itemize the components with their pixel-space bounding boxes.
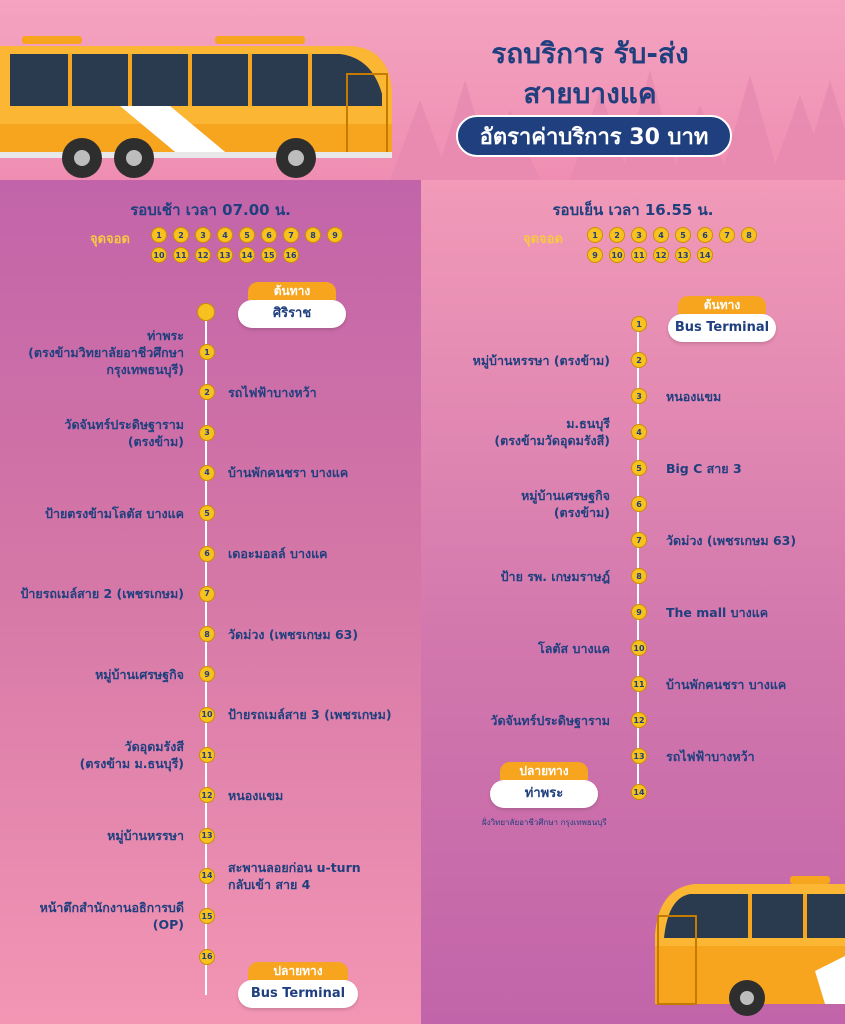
origin-label: ต้นทาง — [678, 296, 766, 314]
stop-marker: 14 — [199, 868, 215, 884]
stop-number-dot: 5 — [239, 227, 255, 243]
stop-name: เดอะมอลล์ บางแค — [228, 546, 328, 561]
stop-number-dot: 3 — [631, 227, 647, 243]
stop-number-dot: 16 — [283, 247, 299, 263]
fare-badge: อัตราค่าบริการ 30 บาท — [456, 115, 732, 157]
stop-name: ม.ธนบุรี (ตรงข้ามวัดอุดมรังสี) — [494, 416, 610, 448]
stop-number-dot: 15 — [261, 247, 277, 263]
stop-marker: 7 — [631, 532, 647, 548]
stop-name: ป้ายรถเมล์สาย 2 (เพชรเกษม) — [20, 586, 184, 602]
stop-marker: 1 — [631, 316, 647, 332]
dest-note: ฝั่งวิทยาลัยอาชีวศึกษา กรุงเทพธนบุรี — [482, 818, 607, 827]
evening-title: รอบเย็น เวลา 16.55 น. — [552, 201, 714, 219]
stop-name: หนองแขม — [666, 388, 722, 404]
morning-dest-tag — [238, 962, 358, 1008]
stop-number-dot: 14 — [239, 247, 255, 263]
bus-illustration-top — [0, 34, 400, 180]
stop-name: บ้านพักคนชรา บางแค — [228, 465, 349, 481]
stop-marker: 2 — [199, 384, 215, 400]
stop-marker: 8 — [631, 568, 647, 584]
stop-name: รถไฟฟ้าบางหว้า — [228, 384, 317, 400]
evening-stops-label: จุดจอด — [523, 232, 563, 247]
stop-marker: 7 — [199, 586, 215, 602]
stop-number-dot: 12 — [195, 247, 211, 263]
stop-marker: 13 — [199, 828, 215, 844]
stop-name: Big C สาย 3 — [666, 460, 742, 476]
evening-origin-tag — [668, 296, 776, 342]
stop-number-dot: 6 — [697, 227, 713, 243]
stop-marker: 1 — [199, 344, 215, 360]
stop-marker: 9 — [199, 666, 215, 682]
stop-marker: 4 — [631, 424, 647, 440]
stop-number-dot: 2 — [173, 227, 189, 243]
stop-number-dot: 11 — [173, 247, 189, 263]
stop-name: ป้ายรถเมล์สาย 3 (เพชรเกษม) — [228, 707, 392, 723]
stop-number-dot: 13 — [675, 247, 691, 263]
stop-marker: 10 — [631, 640, 647, 656]
stop-marker: 11 — [631, 676, 647, 692]
stop-number-dot: 13 — [217, 247, 233, 263]
stop-number-dot: 11 — [631, 247, 647, 263]
stop-marker: 5 — [199, 505, 215, 521]
morning-title: รอบเช้า เวลา 07.00 น. — [130, 201, 291, 219]
stop-number-dot: 10 — [609, 247, 625, 263]
stop-name: วัดจันทร์ประดิษฐาราม — [490, 712, 610, 728]
dest-label: ปลายทาง — [500, 762, 588, 780]
origin-label: ต้นทาง — [248, 282, 336, 300]
stop-marker: 11 — [199, 747, 215, 763]
morning-route-line — [205, 310, 207, 995]
stop-number-dot: 1 — [587, 227, 603, 243]
stop-marker: 16 — [199, 949, 215, 965]
stop-number-dot: 9 — [587, 247, 603, 263]
bus-illustration-bottom — [650, 876, 845, 1024]
stop-name: หมู่บ้านเศรษฐกิจ (ตรงข้าม) — [521, 488, 610, 520]
stop-name: วัดอุดมรังสี (ตรงข้าม ม.ธนบุรี) — [79, 739, 184, 771]
stop-marker: 6 — [631, 496, 647, 512]
evening-dest-tag — [490, 762, 598, 808]
stop-name: สะพานลอยก่อน u-turn กลับเข้า สาย 4 — [228, 859, 361, 892]
morning-origin-dot — [197, 303, 215, 321]
stop-number-dot: 8 — [305, 227, 321, 243]
stop-name: หนองแขม — [228, 787, 284, 803]
header-banner — [0, 0, 845, 180]
origin-name: ศิริราช — [238, 300, 346, 328]
stop-marker: 15 — [199, 908, 215, 924]
stop-number-dot: 1 — [151, 227, 167, 243]
stop-marker: 10 — [199, 707, 215, 723]
stop-marker: 5 — [631, 460, 647, 476]
stop-number-dot: 9 — [327, 227, 343, 243]
stop-marker: 8 — [199, 626, 215, 642]
stop-number-dot: 7 — [283, 227, 299, 243]
stop-name: หมู่บ้านหรรษา — [107, 828, 184, 844]
stop-number-dot: 14 — [697, 247, 713, 263]
stop-number-dot: 5 — [675, 227, 691, 243]
stop-name: วัดม่วง (เพชรเกษม 63) — [228, 626, 359, 642]
stop-name: ท่าพระ (ตรงข้ามวิทยาลัยอาชีวศึกษา กรุงเทพธนบุรี) — [28, 327, 184, 377]
stop-number-dot: 2 — [609, 227, 625, 243]
stop-name: โลตัส บางแค — [538, 640, 610, 656]
stop-marker: 3 — [631, 388, 647, 404]
stop-marker: 4 — [199, 465, 215, 481]
stop-number-dot: 7 — [719, 227, 735, 243]
origin-name: Bus Terminal — [668, 314, 776, 342]
stop-name: The mall บางแค — [666, 604, 769, 620]
dest-name: Bus Terminal — [238, 980, 358, 1008]
stop-marker: 12 — [631, 712, 647, 728]
stop-marker: 12 — [199, 787, 215, 803]
stop-name: วัดม่วง (เพชรเกษม 63) — [666, 532, 797, 548]
title-line-1: รถบริการ รับ-ส่ง — [491, 37, 689, 70]
stop-marker: 6 — [199, 546, 215, 562]
morning-origin-tag — [238, 282, 346, 328]
stop-number-dot: 4 — [653, 227, 669, 243]
stop-name: หมู่บ้านหรรษา (ตรงข้าม) — [472, 352, 610, 368]
stop-name: หน้าตึกสำนักงานอธิการบดี (OP) — [39, 900, 184, 933]
stop-marker: 9 — [631, 604, 647, 620]
stop-name: รถไฟฟ้าบางหว้า — [666, 748, 755, 764]
stop-number-dot: 10 — [151, 247, 167, 263]
stop-marker: 3 — [199, 425, 215, 441]
stop-marker: 13 — [631, 748, 647, 764]
stop-number-dot: 3 — [195, 227, 211, 243]
stop-number-dot: 12 — [653, 247, 669, 263]
stop-name: วัดจันทร์ประดิษฐาราม (ตรงข้าม) — [64, 416, 184, 449]
stop-number-dot: 8 — [741, 227, 757, 243]
dest-name: ท่าพระ — [490, 780, 598, 808]
morning-stops-label: จุดจอด — [90, 232, 130, 247]
stop-marker: 2 — [631, 352, 647, 368]
stop-marker: 14 — [631, 784, 647, 800]
stop-name: บ้านพักคนชรา บางแค — [666, 676, 787, 692]
stop-name: ป้ายตรงข้ามโลตัส บางแค — [45, 505, 184, 521]
stop-number-dot: 6 — [261, 227, 277, 243]
stop-number-dot: 4 — [217, 227, 233, 243]
title-line-2: สายบางแค — [523, 77, 657, 110]
stop-name: ป้าย รพ. เกษมราษฎ์ — [500, 568, 610, 584]
dest-label: ปลายทาง — [248, 962, 348, 980]
stop-name: หมู่บ้านเศรษฐกิจ — [95, 666, 184, 682]
